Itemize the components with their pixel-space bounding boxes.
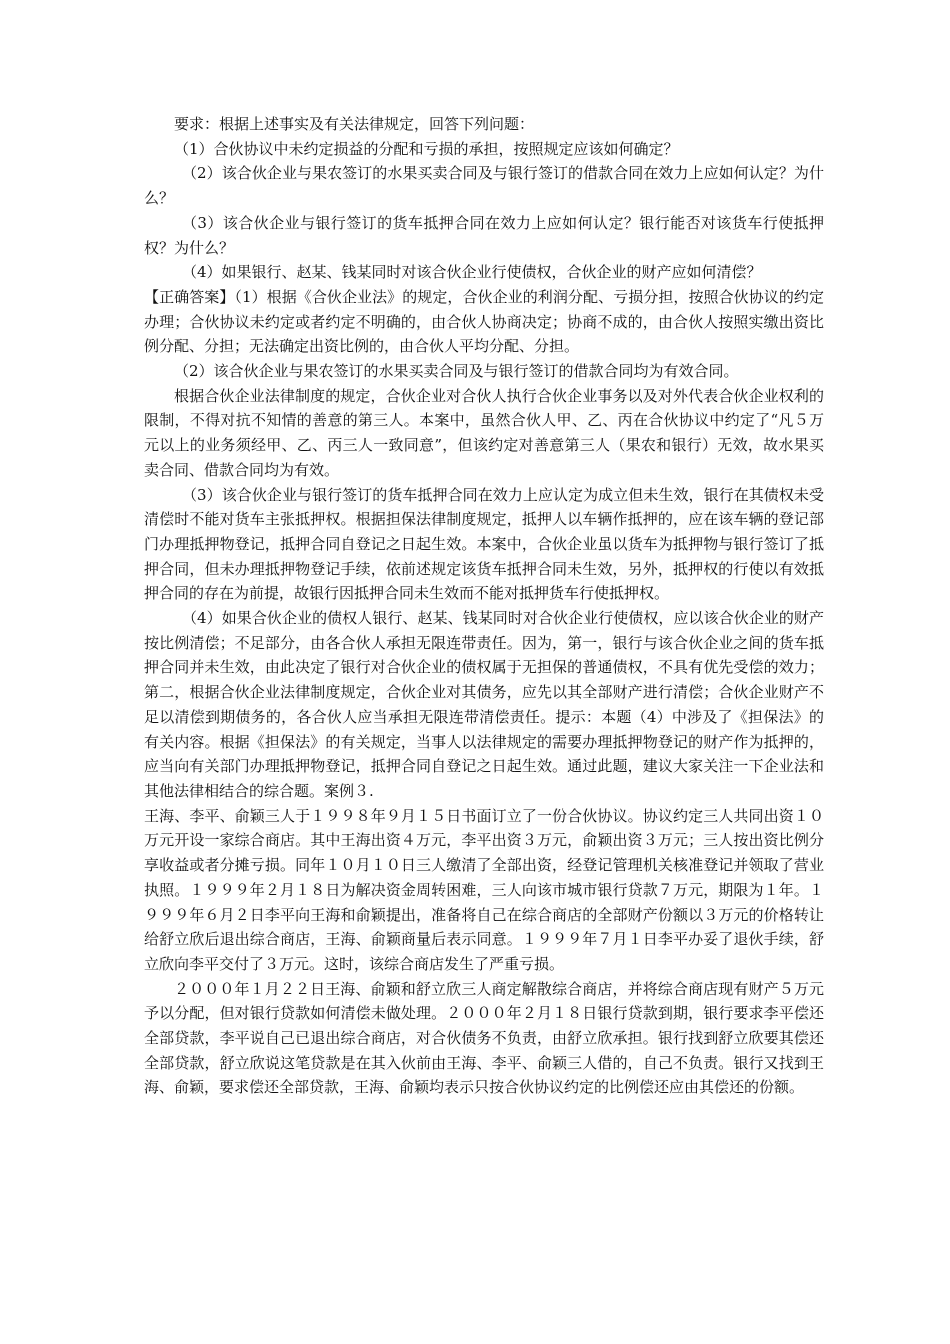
answer-3: （3）该合伙企业与银行签订的货车抵押合同在效力上应认定为成立但未生效，银行在其债权未受清偿时不能对货车主张抵押权。根据担保法律制度规定，抵押人以车辆作抵押的，应在该车辆的登记部门办理抵押物登记，抵押合同自登记之日起生效。本案中，合伙企业虽以货车为抵押物与银行签订了抵押合同，但未办理抵押物登记手续，依前述规定该货车抵押合同未生效，另外，抵押权的行使以有效抵押合同的存在为前提，故银行因抵押合同未生效而不能对抵押货车行使抵押权。 [144,485,824,603]
answer-4: （4）如果合伙企业的债权人银行、赵某、钱某同时对合伙企业行使债权，应以该合伙企业的财产按比例清偿；不足部分，由各合伙人承担无限连带责任。因为，第一，银行与该合伙企业之间的货车抵押合同并未生效，由此决定了银行对合伙企业的债权属于无担保的普通债权，不具有优先受偿的效力；第二，根据合伙企业法律制度规定，合伙企业对其债务，应先以其全部财产进行清偿；合伙企业财产不足以清偿到期债务的，各合伙人应当承担无限连带清偿责任。提示：本题（4）中涉及了《担保法》的有关内容。根据《担保法》的有关规定，当事人以法律规定的需要办理抵押物登记的财产作为抵押的，应当向有关部门办理抵押物登记，抵押合同自登记之日起生效。通过此题，建议大家关注一下企业法和其他法律相结合的综合题。案例３. [144,609,824,800]
case-3-facts: 王海、李平、俞颖三人于１９９８年９月１５日书面订立了一份合伙协议。协议约定三人共同出资１０万元开设一家综合商店。其中王海出资４万元，李平出资３万元，俞颖出资３万元；三人按出资比例分享收益或者分摊亏损。同年１０月１０日三人缴清了全部出资，经登记管理机关核准登记并领取了营业执照。１９９９年２月１８日为解决资金周转困难，三人向该市城市银行贷款７万元，期限为１年。１９９９年６月２日李平向王海和俞颖提出，准备将自己在综合商店的全部财产份额以３万元的价格转让给舒立欣后退出综合商店，王海、俞颖商量后表示同意。１９９９年７月１日李平办妥了退伙手续，舒立欣向李平交付了３万元。这时，该综合商店发生了严重亏损。 [144,806,824,973]
document-body [144,112,824,1100]
question-3: （3）该合伙企业与银行签订的货车抵押合同在效力上应如何认定？银行能否对该货车行使抵押权？为什么？ [144,213,824,257]
question-2: （2）该合伙企业与果农签订的水果买卖合同及与银行签订的借款合同在效力上应如何认定？为什么？ [144,164,824,208]
question-1: （1）合伙协议中未约定损益的分配和亏损的承担，按照规定应该如何确定？ [174,139,679,158]
answer-2-reasoning: 根据合伙企业法律制度的规定，合伙企业对合伙人执行合伙企业事务以及对外代表合伙企业权利的限制，不得对抗不知情的善意的第三人。本案中，虽然合伙人甲、乙、丙在合伙协议中约定了“凡５万元以上的业务须经甲、乙、丙三人一致同意”，但该约定对善意第三人（果农和银行）无效，故水果买卖合同、借款合同均为有效。 [144,386,824,479]
requirement-intro: 要求：根据上述事实及有关法律规定，回答下列问题： [174,115,535,133]
answer-2: （2）该合伙企业与果农签订的水果买卖合同及与银行签订的借款合同均为有效合同。 [174,362,739,381]
answer-1: 【正确答案】（1）根据《合伙企业法》的规定，合伙企业的利润分配、亏损分担，按照合伙协议的约定办理；合伙协议未约定或者约定不明确的，由合伙人协商决定；协商不成的，由合伙人按照实缴出资比例分配、分担；无法确定出资比例的，由合伙人平均分配、分担。 [144,287,824,356]
question-4: （4）如果银行、赵某、钱某同时对该合伙企业行使债权，合伙企业的财产应如何清偿？ [182,263,762,282]
case-3-dissolution: ２０００年１月２２日王海、俞颖和舒立欣三人商定解散综合商店，并将综合商店现有财产５万元予以分配，但对银行贷款如何清偿未做处理。２０００年２月１８日银行贷款到期，银行要求李平偿还全部贷款，李平说自己已退出综合商店，对合伙债务不负责，由舒立欣承担。银行找到舒立欣要其偿还全部贷款，舒立欣说这笔贷款是在其入伙前由王海、李平、俞颖三人借的，自己不负责。银行又找到王海、俞颖，要求偿还全部贷款，王海、俞颖均表示只按合伙协议约定的比例偿还应由其偿还的份额。 [144,979,824,1097]
